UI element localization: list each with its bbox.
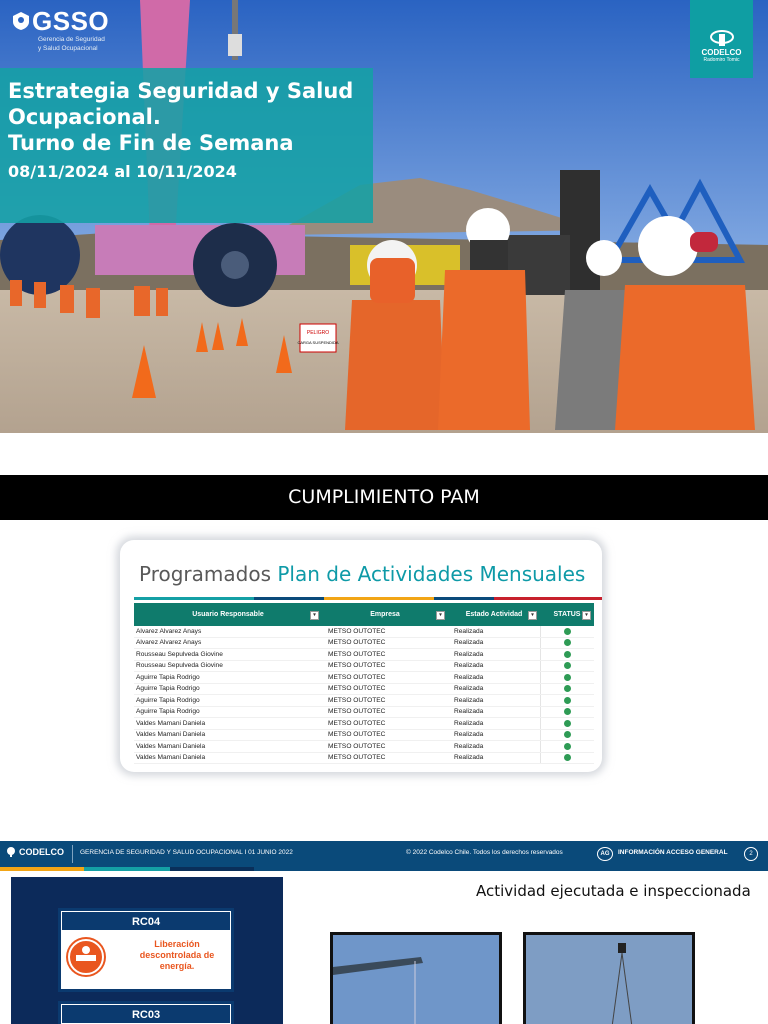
activity-title: Actividad ejecutada e inspeccionada [476,882,751,900]
cell-usuario: Aguirre Tapia Rodrigo [136,708,200,716]
cell-estado: Realizada [454,650,484,658]
slide-header-bar [0,841,768,867]
cell-estado: Realizada [454,627,484,635]
title-box [0,68,373,223]
cell-empresa: METSO OUTOTEC [328,662,386,670]
cell-estado: Realizada [454,742,484,750]
pam-title-main: Plan de Actividades Mensuales [277,562,586,586]
col-estado-label: Estado Actividad [465,611,523,618]
cell-estado: Realizada [454,685,484,693]
rc03-code: RC03 [61,1004,231,1024]
cell-status [540,695,594,706]
codelco-logo-icon [6,847,16,857]
cell-empresa: METSO OUTOTEC [328,708,386,716]
title-line3: Turno de Fin de Semana [8,131,294,155]
cell-usuario: Rousseau Sepulveda Giovine [136,662,223,670]
cell-estado: Realizada [454,673,484,681]
ag-badge: AG [597,847,613,861]
table-row [134,672,594,684]
date-range: 08/11/2024 al 10/11/2024 [8,162,237,181]
cell-empresa: METSO OUTOTEC [328,627,386,635]
rc03-card [58,1001,234,1024]
access-label: INFORMACIÓN ACCESO GENERAL [618,849,728,856]
table-row [134,649,594,661]
gsso-subtitle-line1: Gerencia de Seguridad [38,36,105,43]
col-estado[interactable] [448,603,540,626]
cell-estado: Realizada [454,662,484,670]
page-number: 2 [744,847,758,861]
cell-status [540,684,594,695]
pam-panel [120,540,602,772]
cell-status [540,718,594,729]
cell-empresa: METSO OUTOTEC [328,696,386,704]
codelco-brand: CODELCO [701,48,742,57]
cell-usuario: Aguirre Tapia Rodrigo [136,685,200,693]
cell-estado: Realizada [454,754,484,762]
table-row [134,741,594,753]
cell-status [540,707,594,718]
cell-estado: Realizada [454,708,484,716]
cell-usuario: Rousseau Sepulveda Giovine [136,650,223,658]
cell-empresa: METSO OUTOTEC [328,754,386,762]
status-dot-icon [564,628,571,635]
cell-estado: Realizada [454,719,484,727]
table-row [134,695,594,707]
cell-status [540,741,594,752]
status-dot-icon [564,708,571,715]
cell-status [540,753,594,764]
table-row [134,730,594,742]
status-dot-icon [564,743,571,750]
gsso-subtitle-line2: y Salud Ocupacional [38,45,98,52]
cell-usuario: Alvarez Alvarez Anays [136,639,202,647]
danger-sign: PELIGRO [306,330,330,336]
table-row [134,638,594,650]
slide-color-stripe [0,867,768,871]
cell-usuario: Alvarez Alvarez Anays [136,627,202,635]
cell-usuario: Valdes Mamani Daniela [136,742,206,750]
col-empresa-label: Empresa [370,611,400,618]
codelco-unit: Radomiro Tomic [703,57,740,63]
status-dot-icon [564,639,571,646]
activity-photo-hook [523,932,695,1024]
filter-dropdown-icon[interactable]: ▾ [528,611,537,620]
rc04-card [58,908,234,992]
activity-photo-crane [330,932,502,1024]
filter-dropdown-icon[interactable]: ▾ [310,611,319,620]
slide-gerencia: GERENCIA DE SEGURIDAD Y SALUD OCUPACIONAL I 01 JUNIO 2022 [80,849,293,856]
filter-active-icon[interactable]: ▾ [436,611,445,620]
slide-logo-text: CODELCO [19,847,64,857]
cell-usuario: Valdes Mamani Daniela [136,754,206,762]
gsso-shield-icon [10,10,32,32]
status-dot-icon [564,685,571,692]
slide-copyright: © 2022 Codelco Chile. Todos los derechos reservados [406,849,563,856]
col-status-label: STATUS [553,611,581,618]
cell-empresa: METSO OUTOTEC [328,742,386,750]
gsso-logo-text: GSSO [32,6,110,36]
col-usuario[interactable] [134,603,322,626]
cell-empresa: METSO OUTOTEC [328,685,386,693]
title-line1: Estrategia Seguridad y Salud [8,79,354,103]
cell-empresa: METSO OUTOTEC [328,650,386,658]
table-row [134,753,594,765]
cell-status [540,626,594,637]
col-empresa[interactable] [322,603,448,626]
filter-dropdown-icon[interactable]: ▾ [582,611,591,620]
status-dot-icon [564,731,571,738]
pam-title [139,562,585,586]
cell-status [540,638,594,649]
status-dot-icon [564,720,571,727]
rc04-code: RC04 [61,911,231,931]
divider [72,845,73,863]
status-dot-icon [564,697,571,704]
codelco-badge [690,0,753,78]
codelco-logo-icon [709,30,735,46]
status-dot-icon [564,651,571,658]
table-row [134,707,594,719]
rc04-text: Liberación descontrolada de energía. [139,939,215,971]
pam-table [134,603,594,764]
status-dot-icon [564,674,571,681]
cell-usuario: Valdes Mamani Daniela [136,731,206,739]
table-body [134,626,594,764]
cell-estado: Realizada [454,731,484,739]
cell-usuario: Aguirre Tapia Rodrigo [136,673,200,681]
cell-usuario: Valdes Mamani Daniela [136,719,206,727]
cell-status [540,730,594,741]
cell-status [540,649,594,660]
col-usuario-label: Usuario Responsable [192,611,264,618]
energy-release-icon [66,937,106,977]
col-status[interactable] [540,603,594,626]
slide-codelco-logo [6,847,64,857]
cell-estado: Realizada [454,639,484,647]
gsso-logo [10,8,109,52]
table-header [134,603,594,626]
cell-status [540,672,594,683]
title-line2: Ocupacional. [8,105,161,129]
table-row [134,684,594,696]
cell-empresa: METSO OUTOTEC [328,639,386,647]
pam-color-rule [134,597,602,600]
status-dot-icon [564,662,571,669]
suspended-load-sign: CARGA SUSPENDIDA [297,340,339,345]
hero-photo [0,0,768,433]
cell-status [540,661,594,672]
cell-empresa: METSO OUTOTEC [328,731,386,739]
cell-estado: Realizada [454,696,484,704]
table-row [134,661,594,673]
status-dot-icon [564,754,571,761]
section-header: CUMPLIMIENTO PAM [0,475,768,520]
cell-empresa: METSO OUTOTEC [328,719,386,727]
cell-usuario: Aguirre Tapia Rodrigo [136,696,200,704]
pam-title-prefix: Programados [139,562,271,586]
table-row [134,718,594,730]
cell-empresa: METSO OUTOTEC [328,673,386,681]
table-row [134,626,594,638]
critical-risk-panel [11,877,283,1024]
